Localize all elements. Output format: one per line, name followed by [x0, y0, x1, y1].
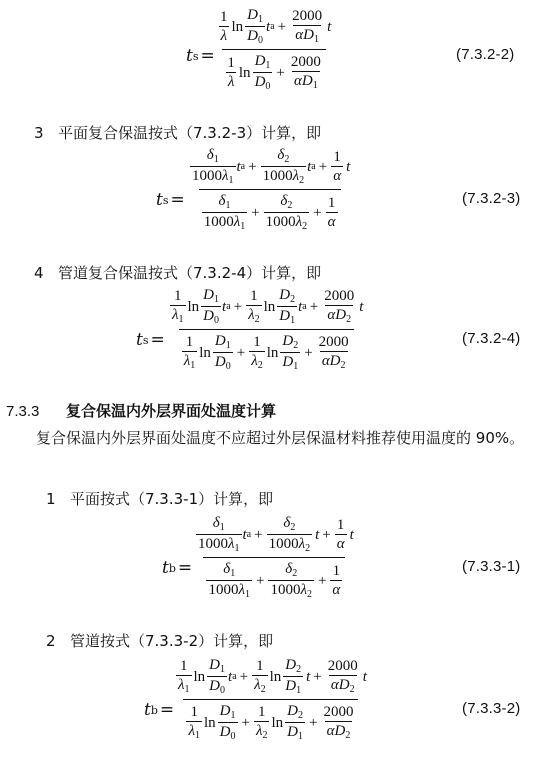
equation-7-3-3-1 — [0, 512, 550, 620]
equation-lhs: t b = — [162, 558, 193, 578]
list-item-3: 3 平面复合保温按式（7.3.2-3）计算，即 — [34, 124, 322, 142]
equation-7-3-2-4 — [0, 286, 550, 394]
main-fraction: $\frac{1}{\lambda}$ ln $\frac{D_1}{D_0}$ t a + $\frac{2000}{\alpha D_1}$ t $\frac{1}{\lambda}$ ln $\frac{D_1}{D_0}$ + $\frac{2000}{\alpha D_1}$ — [220, 7, 332, 92]
section-heading: 7.3.3 复合保温内外层界面处温度计算 — [6, 402, 277, 420]
equation-number: (7.3.2-2) — [456, 46, 515, 63]
section-paragraph: 复合保温内外层界面处温度不应超过外层保温材料推荐使用温度的 90%。 — [36, 429, 525, 447]
equation-lhs: t s = — [136, 330, 165, 350]
equation-number: (7.3.3-1) — [462, 558, 521, 575]
equation-body: $\frac{1}{\lambda_1}$ ln $\frac{D_1}{D_0}$ t a + $\frac{1}{\lambda_2}$ ln $\frac{D_2}{D_1}$ t a + $\frac{2000}{\alpha D_2}$ t $\frac{1}{\lambda_1}$ ln $\frac{D_1}{D_0}$ + $\frac{1}{\lambda_2}$ ln $\frac{D_2}{D_1}$ + $\frac{2000}{\alpha D_2}$ — [172, 287, 364, 372]
equation-lhs: t s = — [186, 46, 215, 66]
list-item-4: 4 管道复合保温按式（7.3.2-4）计算，即 — [34, 264, 322, 282]
list-item-1: 1 平面按式（7.3.3-1）计算，即 — [46, 490, 274, 508]
equation-body — [214, 8, 334, 92]
equation-lhs: t s = — [156, 190, 185, 210]
equation-number: (7.3.3-2) — [462, 700, 521, 717]
list-item-2: 2 管道按式（7.3.3-2）计算，即 — [46, 632, 274, 650]
equation-7-3-2-3 — [0, 146, 550, 254]
equation-number: (7.3.2-4) — [462, 330, 521, 347]
equation-body: $\frac{1}{\lambda_1}$ ln $\frac{D_1}{D_0}$ t a + $\frac{1}{\lambda_2}$ ln $\frac{D_2}{D_1}$ t + $\frac{2000}{\alpha D_2}$ t $\frac{1}{\lambda_1}$ ln $\frac{D_1}{D_0}$ + $\frac{1}{\lambda_2}$ ln $\frac{D_2}{D_1}$ + $\frac{2000}{\alpha D_2}$ — [178, 657, 367, 742]
equation-7-3-3-2 — [0, 654, 550, 766]
equation-body: $\frac{\delta_1}{1000\lambda_1}$ t a + $\frac{\delta_2}{1000\lambda_2}$ t + $\frac{1}{\alpha}$ t $\frac{\delta_1}{1000\lambda_1}$ + $\frac{\delta_2}{1000\lambda_2}$ + $\frac{1}{\alpha}$ — [198, 515, 354, 600]
equation-body: $\frac{\delta_1}{1000\lambda_1}$ t a + $\frac{\delta_2}{1000\lambda_2}$ t a + $\frac{1}{\alpha}$ t $\frac{\delta_1}{1000\lambda_1}$ + $\frac{\delta_2}{1000\lambda_2}$ + $\frac{1}{\alpha}$ — [192, 147, 351, 232]
equation-number: (7.3.2-3) — [462, 190, 521, 207]
equation-7-3-2-2 — [0, 4, 550, 108]
equation-lhs: t b = — [144, 700, 175, 720]
